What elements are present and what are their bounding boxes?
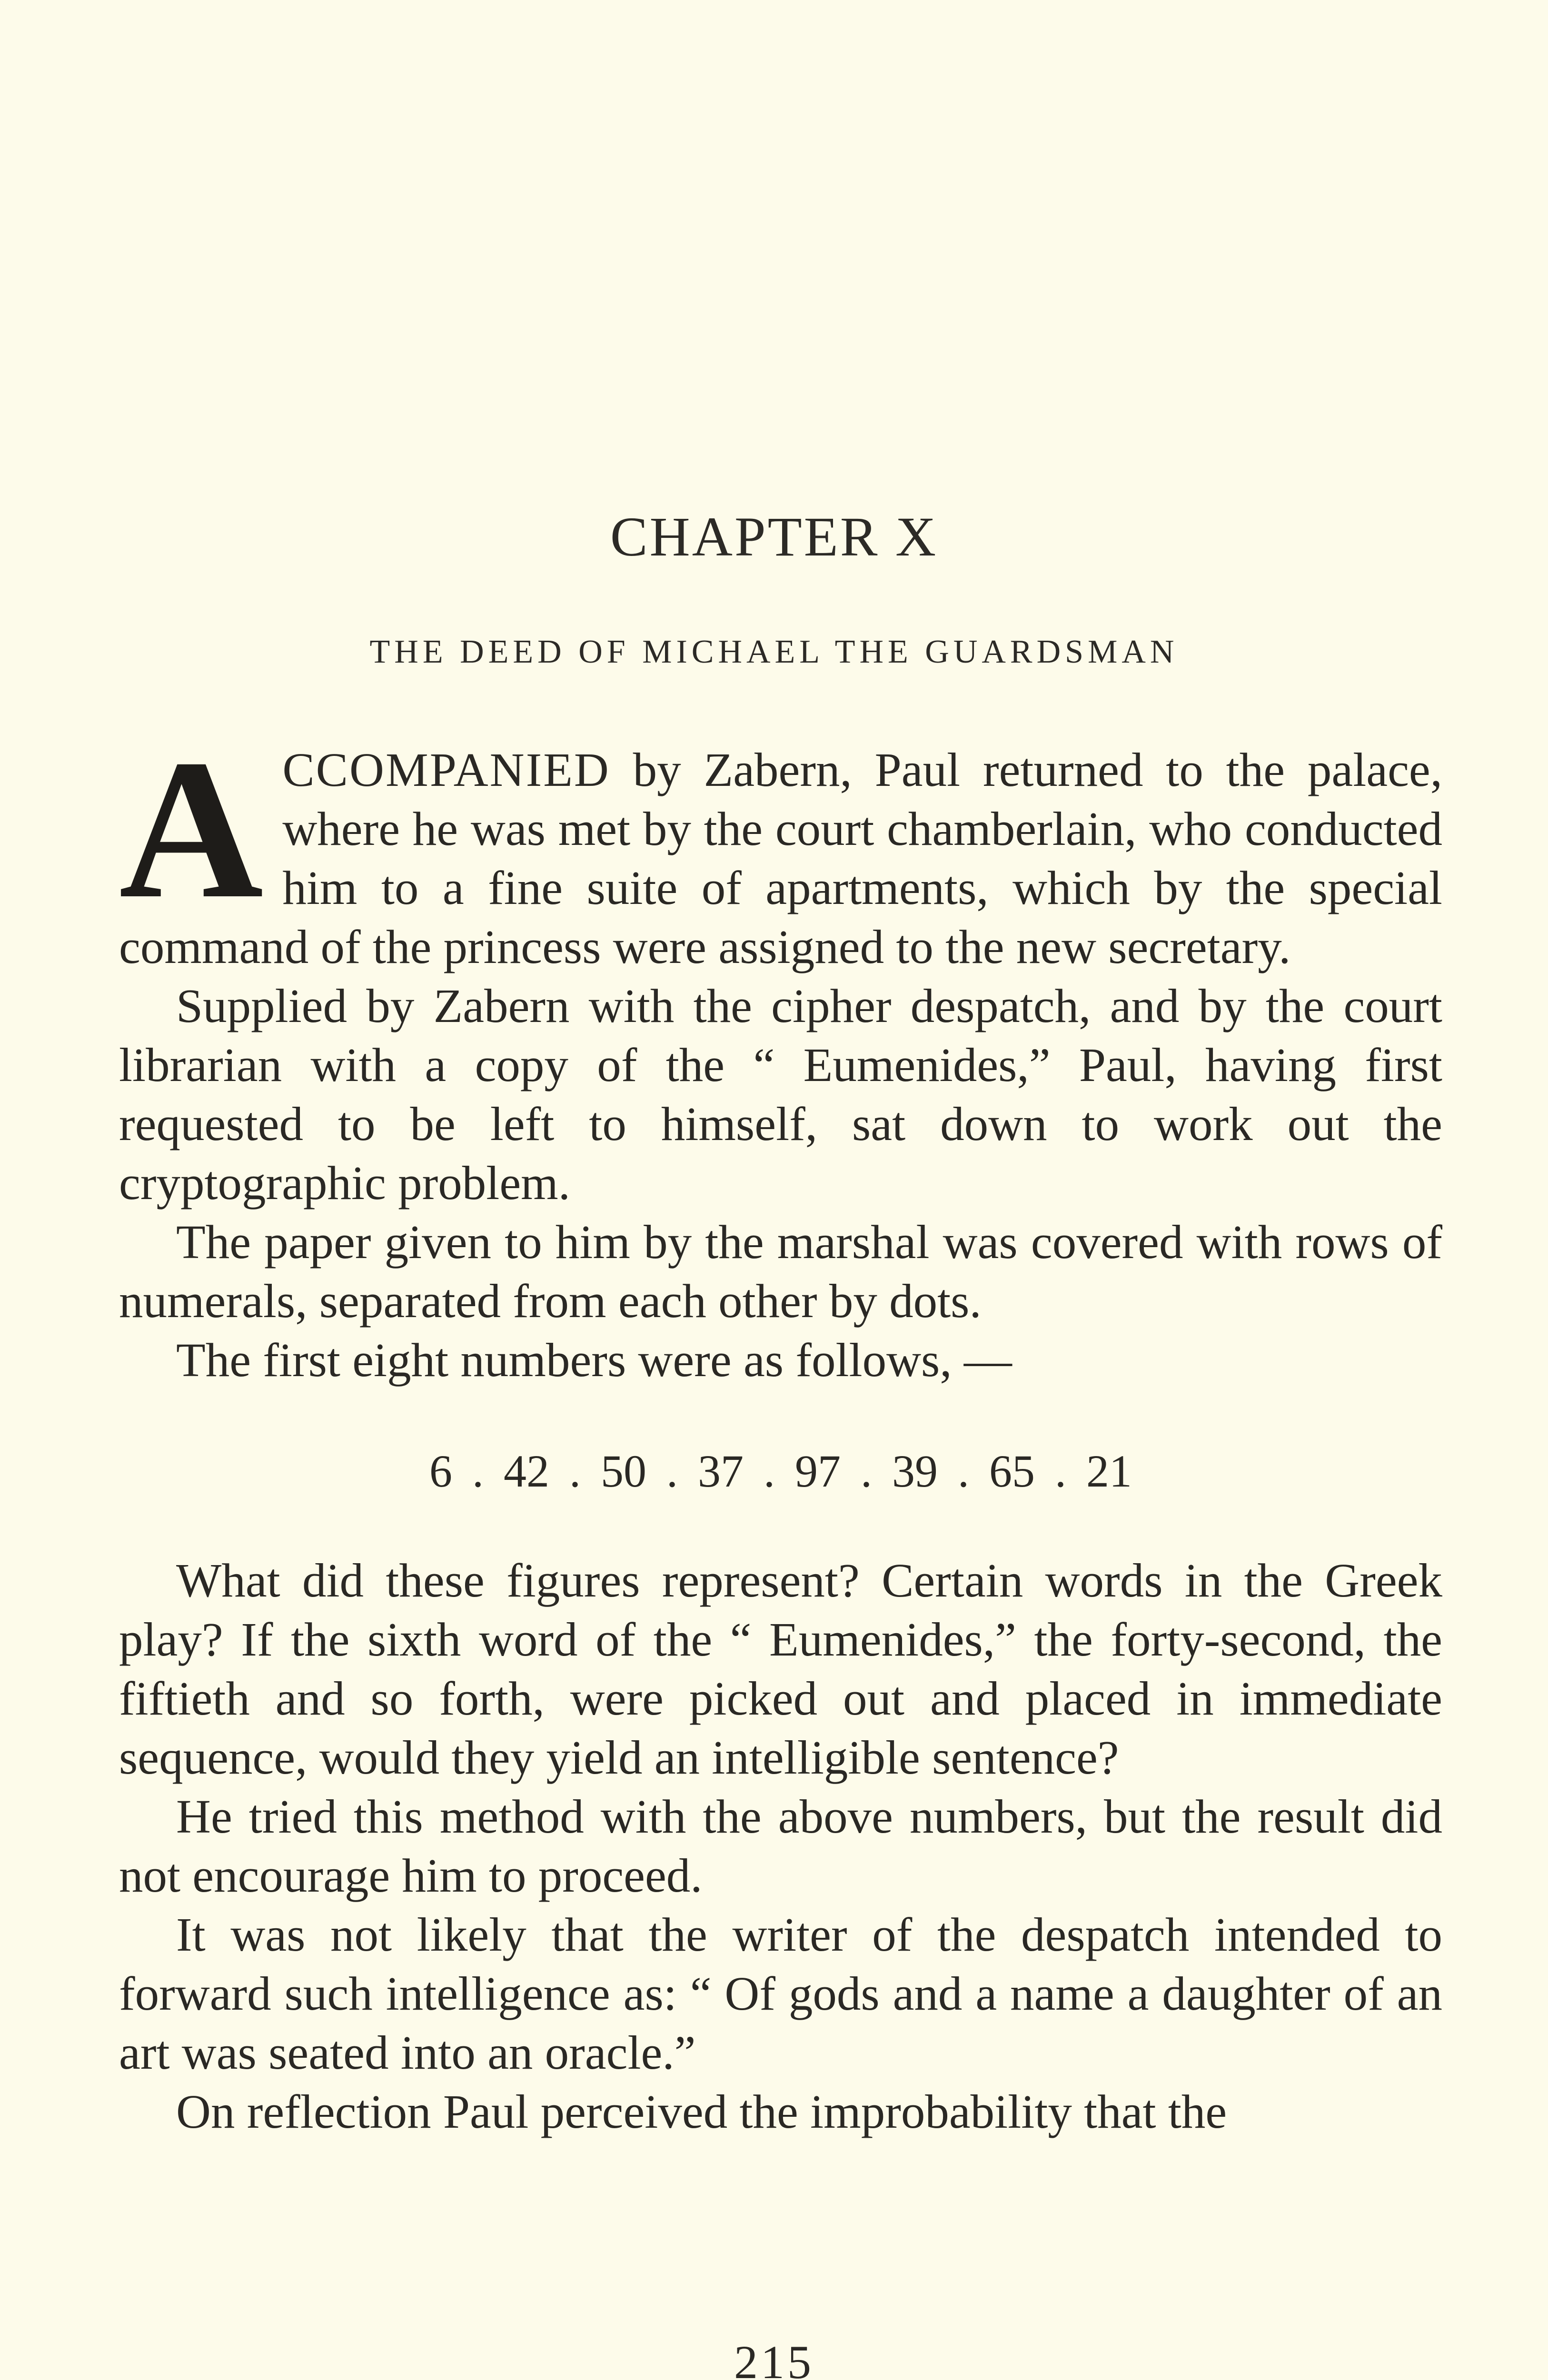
paragraph-1-text: by Zabern, Paul returned to the palace, where he was met by the court chamberlain, who conducted him to a fine suite of apartments, which by the special command of the princess were assigned to the new secretary.	[119, 743, 1442, 973]
drop-cap: A	[119, 718, 264, 940]
paragraph-1	[119, 718, 1442, 976]
paragraph-7: It was not likely that the writer of the despatch intended to forward such intelligence as: “ Of gods and a name a daughter of an art was seated into an oracle.”	[119, 1908, 1442, 2079]
chapter-body	[119, 718, 1442, 2141]
paragraph-2: Supplied by Zabern with the cipher despatch, and by the court librarian with a copy of the “ Eumenides,” Paul, having first requested to be left to himself, sat down to work out the cryptographic problem.	[119, 979, 1442, 1210]
paragraph-4: The first eight numbers were as follows, —	[176, 1333, 1012, 1387]
paragraph-5: What did these figures represent? Certain words in the Greek play? If the sixth word of the “ Eumenides,” the forty-second, the fiftieth and so forth, were picked out and placed in immediate sequence, would they yield an intelligible sentence?	[119, 1554, 1442, 1784]
paragraph-3: The paper given to him by the marshal was covered with rows of numerals, separated from each other by dots.	[119, 1215, 1442, 1328]
paragraph-6: He tried this method with the above numbers, but the result did not encourage him to proceed.	[119, 1790, 1442, 1902]
chapter-heading: CHAPTER X	[610, 506, 938, 568]
paragraph-8: On reflection Paul perceived the improbability that the	[176, 2085, 1227, 2138]
page-number: 215	[734, 2336, 814, 2380]
lead-caps: CCOMPANIED	[282, 743, 610, 796]
cipher-numbers: 6 . 42 . 50 . 37 . 97 . 39 . 65 . 21	[429, 1446, 1132, 1497]
chapter-subtitle: THE DEED OF MICHAEL THE GUARDSMAN	[369, 634, 1179, 670]
